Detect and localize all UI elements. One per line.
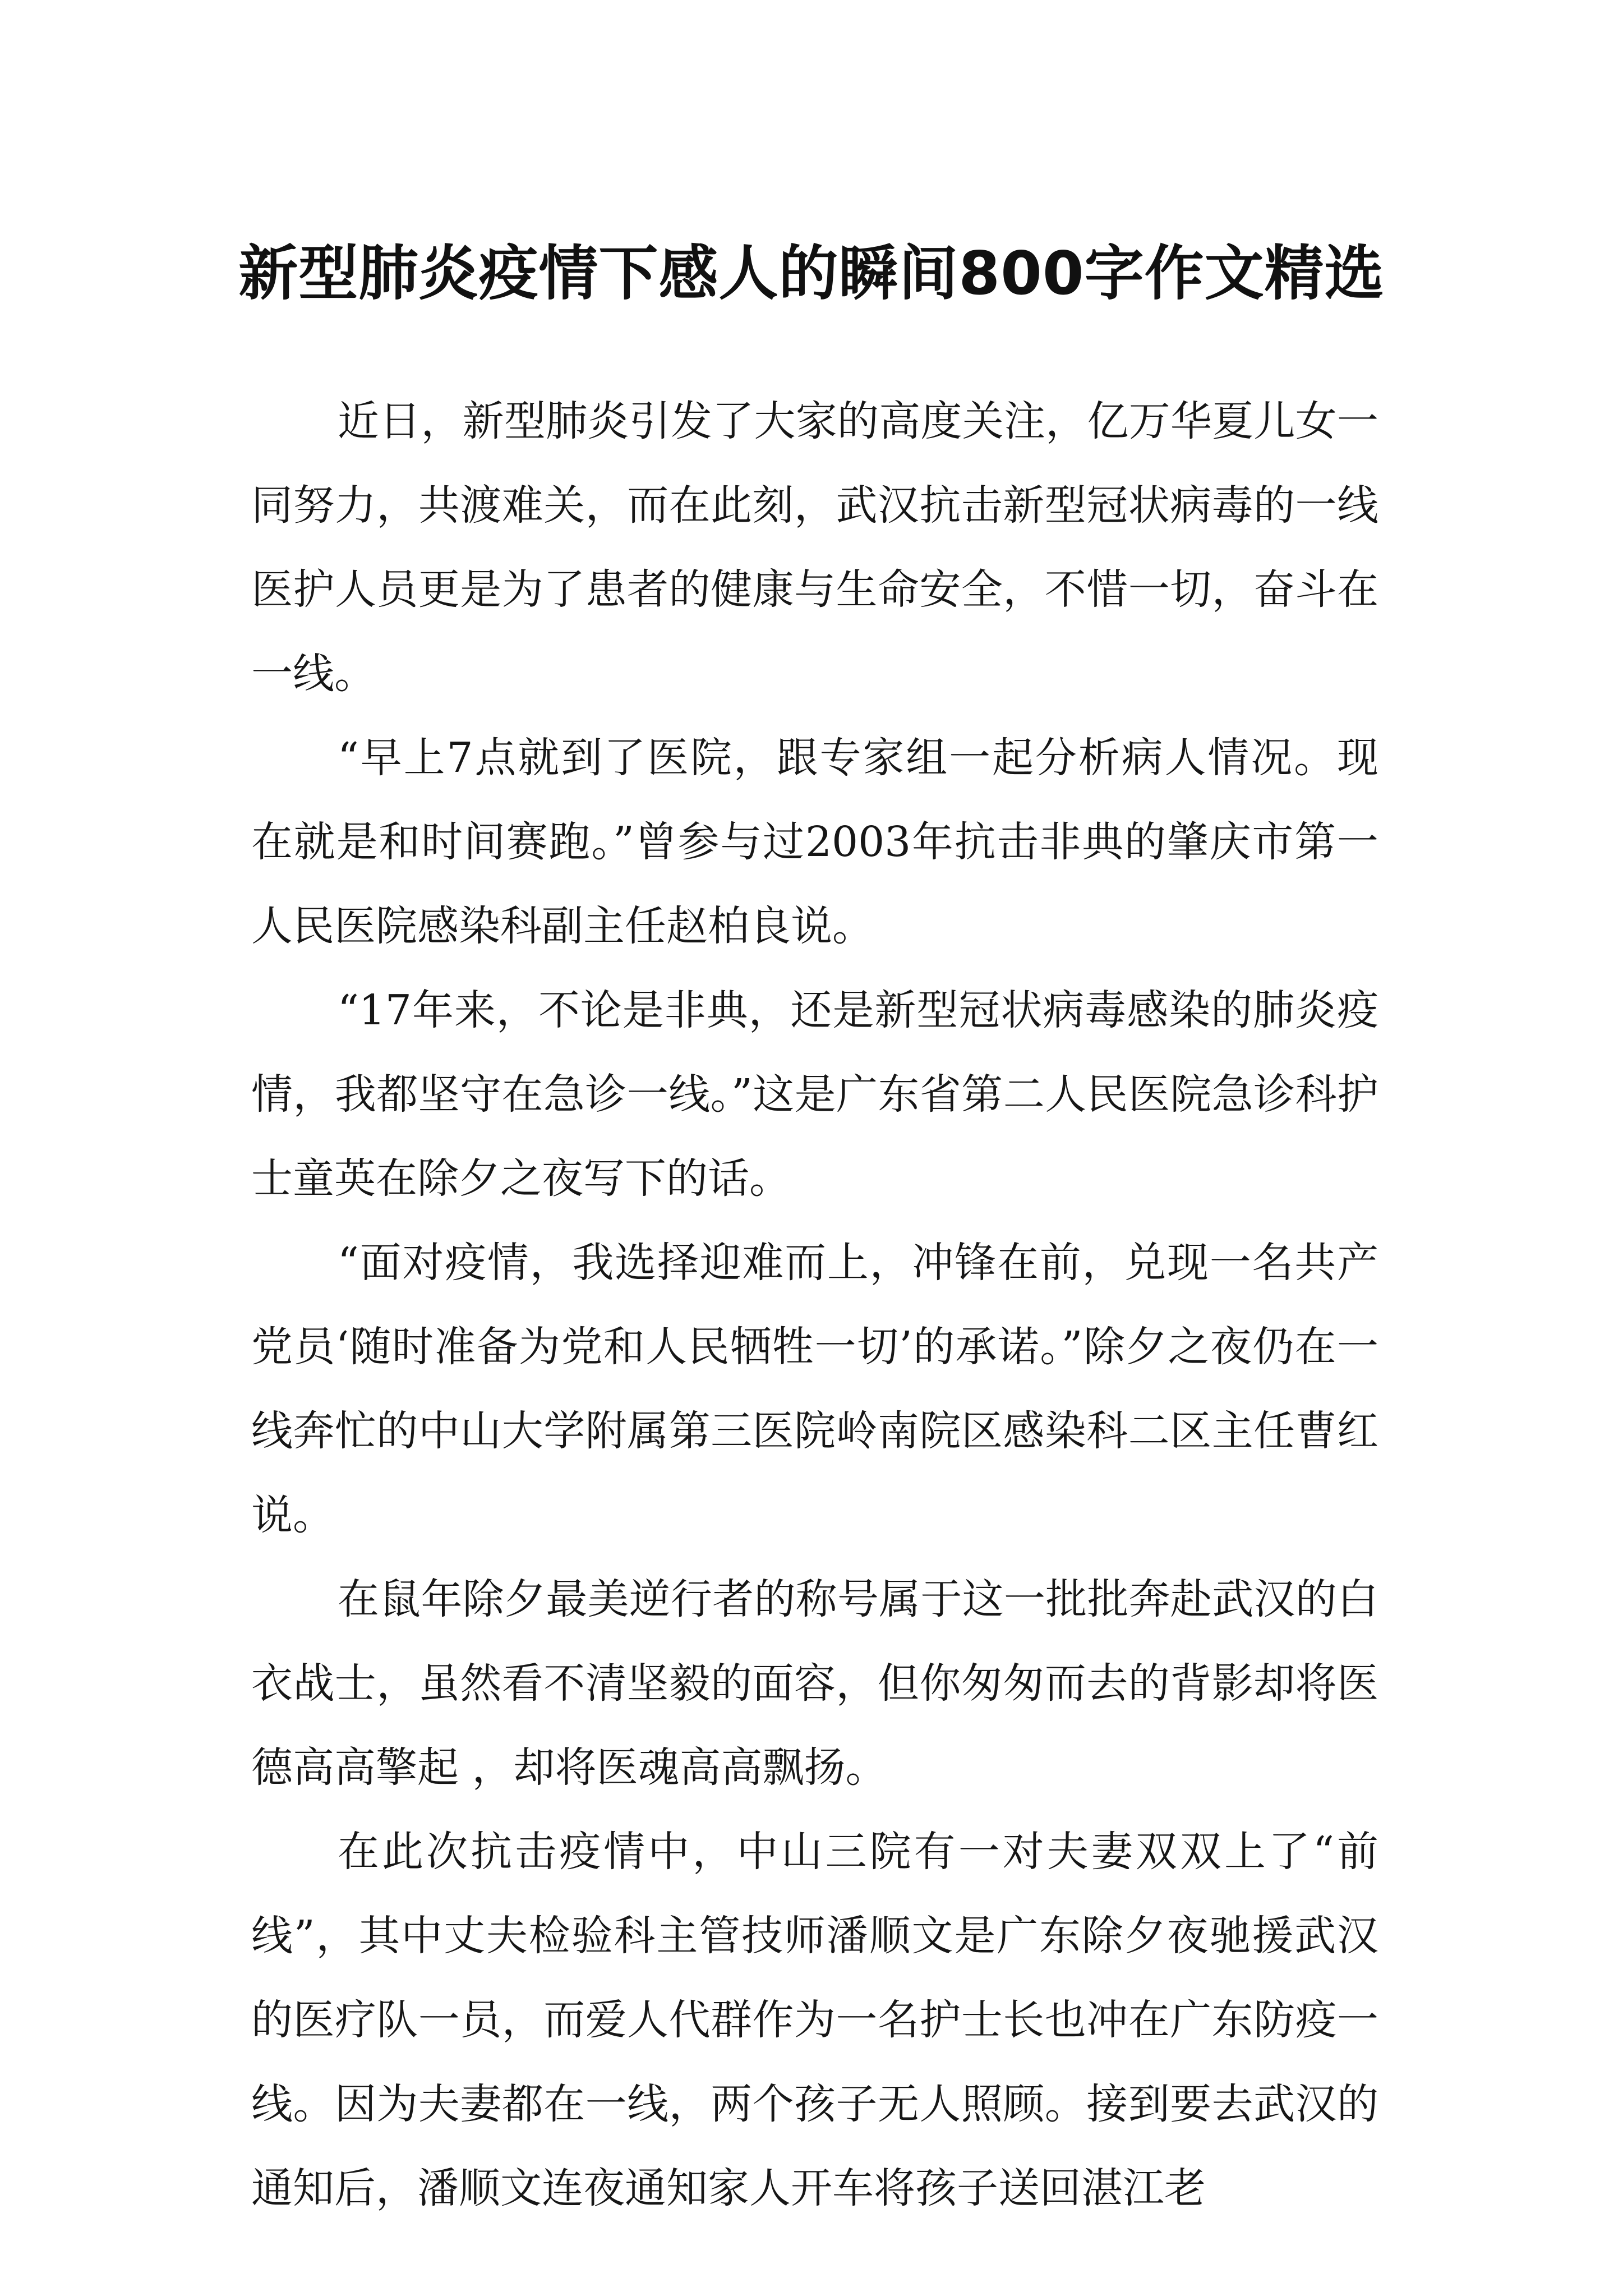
paragraph: “早上7点就到了医院，跟专家组一起分析病人情况。现在就是和时间赛跑。”曾参与过2003年抗击非典的肇庆市第一人民医院感染科副主任赵柏良说。: [251, 734, 1378, 950]
document-title: 新型肺炎疫情下感人的瞬间800字作文精选: [238, 239, 1385, 309]
paragraph: “17年来，不论是非典，还是新型冠状病毒感染的肺炎疫情，我都坚守在急诊一线。”这是广东省第二人民医院急诊科护士童英在除夕之夜写下的话。: [251, 986, 1378, 1203]
paragraph: “面对疫情，我选择迎难而上，冲锋在前，兑现一名共产党员‘随时准备为党和人民牺牲一切’的承诺。”除夕之夜仍在一线奔忙的中山大学附属第三医院岭南院区感染科二区主任曹红说。: [251, 1239, 1378, 1539]
paragraph: 近日，新型肺炎引发了大家的高度关注，亿万华夏儿女一同努力，共渡难关，而在此刻，武汉抗击新型冠状病毒的一线医护人员更是为了患者的健康与生命安全，不惜一切，奋斗在一线。: [251, 397, 1378, 698]
paragraph: 在此次抗击疫情中，中山三院有一对夫妻双双上了“前线”，其中丈夫检验科主管技师潘顺文是广东除夕夜驰援武汉的医疗队一员，而爱人代群作为一名护士长也冲在广东防疫一线。因为夫妻都在一线，两个孩子无人照顾。接到要去武汉的通知后，潘顺文连夜通知家人开车将孩子送回湛江老: [251, 1828, 1378, 2212]
document-body: [251, 379, 1378, 2230]
paragraph: 在鼠年除夕最美逆行者的称号属于这一批批奔赴武汉的白衣战士，虽然看不清坚毅的面容，但你匆匆而去的背影却将医德高高擎起 ，却将医魂高高飘扬。: [251, 1575, 1378, 1792]
